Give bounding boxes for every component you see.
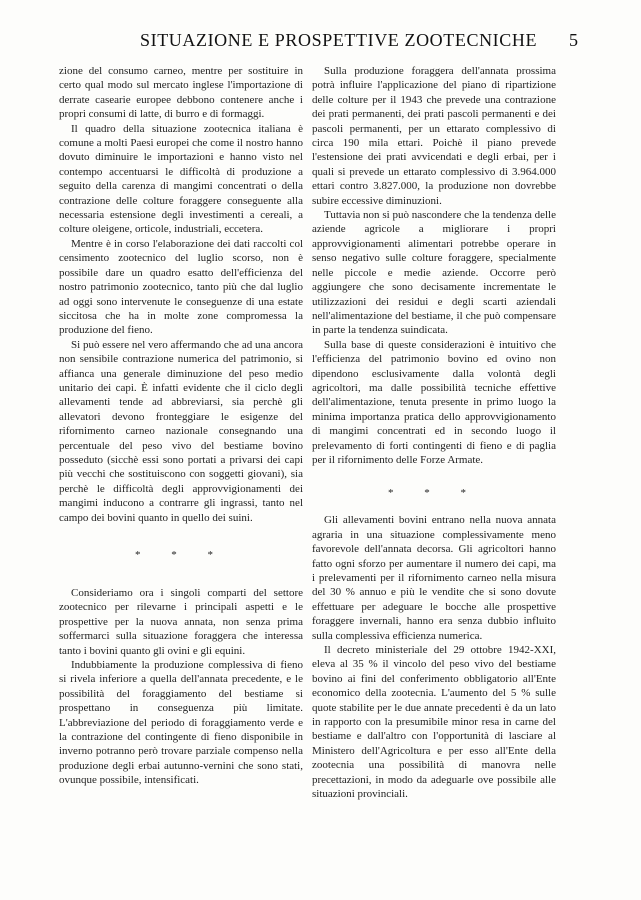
- page-number: 5: [569, 30, 578, 50]
- paragraph: Gli allevamenti bovini entrano nella nuova annata agraria in una situazione complessivamente meno favorevole dell'annata decorsa. Gli agricoltori hanno fatto ogni sforzo per aumentare il numero dei capi, ma i prelevamenti per il rifornimento carneo nella misura del 30 % annuo e più le vendite che si sono dovute effettuare per adeguare le bocche alle prospettive foraggere invernali, hanno era senza dubbio influito sulla complessiva efficienza numerica.: [312, 514, 556, 642]
- right-column: [312, 64, 556, 802]
- paragraph: Si può essere nel vero affermando che ad una ancora non sensibile contrazione numerica del patrimonio, si affianca una generale diminuzione del peso medio unitario dei capi. È infatti evidente che il ciclo degli allevamenti tende ad abbreviarsi, sia perchè gli allevatori devono fronteggiare le esigenze del rifornimento carneo nazionale consegnando una percentuale del peso vivo del bestiame bovino posseduto (sicchè essi sono portati a privarsi dei capi più vecchi che sostituiscono con soggetti giovani), sia perchè le difficoltà degli approvvigionamenti dei mangimi inducono a contrarre gli ingrassi, tanto nel campo dei bovini quanto in quello dei suini.: [59, 338, 303, 524]
- paragraph: Indubbiamente la produzione complessiva di fieno si rivela inferiore a quella dell'annata precedente, e le possibilità del foraggiamento del bestiame si prospettano in conseguenza più limitate. L'abbreviazione del periodo di foraggiamento verde e la contrazione del contingente di fieno disponibile in inverno potranno però trovare parziale compenso nella produzione degli erbai autunno-vernini che sono stati, ovunque possibile, intensificati.: [59, 659, 303, 787]
- section-separator: * * *: [388, 487, 480, 500]
- paragraph: Sulla produzione foraggera dell'annata prossima potrà influire l'applicazione del piano di ripartizione delle colture per il 1943 che prevede una contrazione dei prati permanenti, dei prati pascoli permanenti e dei pascoli permanenti, per un ettarato complessivo di circa 190 mila ettari. Poichè il piano prevede l'estensione dei prati avvicendati e degli erbai, per i quali si prevede un ettarato complessivo di 3.964.000 ettari contro 3.827.000, la produzione non dovrebbe subire eccessive diminuzioni.: [312, 65, 556, 207]
- paragraph: Sulla base di queste considerazioni è intuitivo che l'efficienza del patrimonio bovino ed ovino non dipendono esclusivamente dalla volontà degli agricoltori, ma dalle possibilità tecniche effettive dell'alimentazione, tenuta presente in primo luogo la minima importanza pratica dello approvvigionamento di mangimi concentrati ed in secondo luogo il prelevamento di forti contingenti di fieno e di paglia per il rifornimento delle Forze Armate.: [312, 338, 556, 466]
- running-header: [58, 30, 578, 56]
- paragraph: zione del consumo carneo, mentre per sostituire in certo qual modo sul mercato inglese l'importazione di derrate casearie europee debbono contenere anche i propri consumi di latte, di burro e di formaggi.: [59, 65, 303, 121]
- paragraph: Il decreto ministeriale del 29 ottobre 1942-XXI, eleva al 35 % il vincolo del peso vivo del bestiame bovino ai fini del conferimento obbligatorio all'Ente economico della zootecnia. L'aumento del 5 % sulle quote stabilite per le due annate precedenti è da un lato in rapporto con la presumibile minor resa in carne del bestiame e dall'altro con l'opportunità di lasciare al Ministero dell'Agricoltura e per esso all'Ente della zootecnia una possibilità di manovra nelle precettazioni, in modo da adeguarle ove possibile alle situazioni provinciali.: [312, 644, 556, 801]
- section-separator: * * *: [135, 549, 227, 561]
- paragraph: Tuttavia non si può nascondere che la tendenza delle aziende agricole a migliorare i propri approvvigionamenti alimentari potrebbe operare in senso negativo sulle colture foraggere, specialmente nelle piccole e medie aziende. Occorre però aggiungere che sono decisamente incrementate le utilizzazioni dei residui e degli scarti aziendali nell'alimentazione del bestiame, il che può compensare in parte la tendenza suindicata.: [312, 209, 556, 337]
- paragraph: Il quadro della situazione zootecnica italiana è comune a molti Paesi europei che come il nostro hanno dovuto diminuire le importazioni e hanno visto nel contempo accentuarsi le difficoltà di produzione a seguito della carenza di mangimi concentrati o della contrazione delle colture foraggere conseguente alla necessaria estensione degli investimenti a cereali, a colture oleigene, orticole, industriali, eccetera.: [59, 122, 303, 236]
- paragraph: Mentre è in corso l'elaborazione dei dati raccolti col censimento zootecnico del luglio scorso, non è possibile dare un quadro esatto dell'efficienza del nostro patrimonio zootecnico, tanto più che dal luglio ad oggi sono intervenute le conseguenze di una estate siccitosa che ha in molte zone compromessa la produzione del fieno.: [59, 237, 303, 337]
- header-title: SITUAZIONE E PROSPETTIVE ZOOTECNICHE: [140, 30, 538, 50]
- paragraph: Consideriamo ora i singoli comparti del settore zootecnico per rilevarne i principali aspetti e le prospettive per la nuova annata, non senza prima soffermarci sulla situazione foraggera che interessa tanto i bovini quanto gli ovini e gli equini.: [59, 587, 303, 657]
- left-column: [59, 64, 303, 788]
